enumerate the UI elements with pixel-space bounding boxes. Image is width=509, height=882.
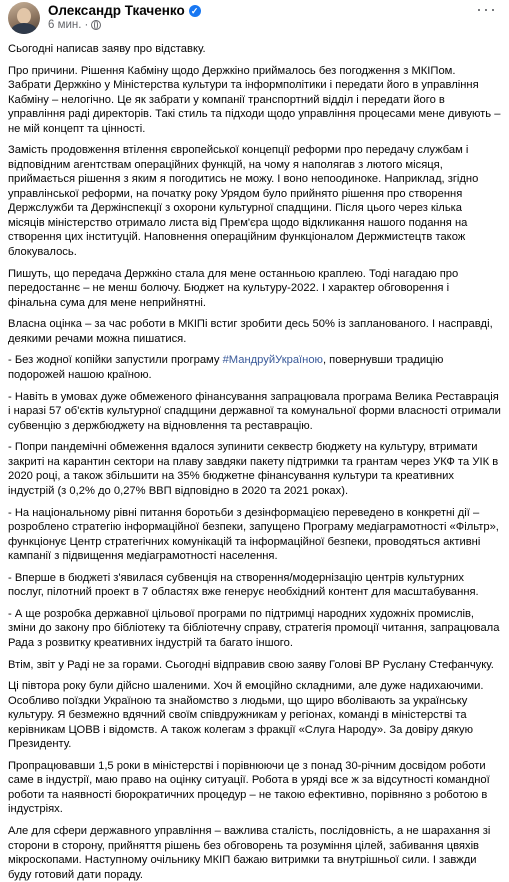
more-options-icon[interactable]: ··· xyxy=(476,0,497,19)
hashtag-link[interactable]: #МандруйУкраїною xyxy=(222,354,323,367)
post-paragraph: Пропрацювавши 1,5 роки в міністерстві і порівнюючи це з понад 30-річним досвідом роботи саме в індустрії, маю право на оцінку ситуації. Робота в уряді все ж за відсутності командної роботи та наявності бюрократичних процедур – не такою ефективно, порівняно з роботою в індустріях. xyxy=(8,759,490,816)
post-paragraph: Втім, звіт у Раді не за горами. Сьогодні відправив свою заяву Голові ВР Руслану Стефанчуку. xyxy=(8,658,494,671)
avatar-face xyxy=(17,8,31,24)
post-paragraph: - На національному рівні питання боротьби з дезінформацією переведено в конкретні дії – розроблено стратегію інформаційної безпеки, запущено Програму медіаграмотності «Фільтр», функціонує Центр стратегічних комунікацій та інформаційної безпеки, проводяться активні кампанії з підвищення медіаграмотності населення. xyxy=(8,506,499,562)
post-paragraph: Пишуть, що передача Держкіно стала для мене останньою краплею. Тоді нагадаю про передостаннє – не менш болючу. Бюджет на культуру-2022. І характер обговорення і фінальна сума для мене неприйнятні. xyxy=(8,267,459,309)
avatar-shoulders xyxy=(11,23,37,34)
post-meta xyxy=(48,3,201,31)
post-paragraph: Але для сфери державного управління – важлива сталість, послідовність, а не шарахання зі сторони в сторону, прийняття рішень без обговорень та розуміння цілей, забивання цвяхів мікроскопами. Наступному очільнику МКІП бажаю витримки та внутрішньої сили. І завжди буду готовий дати пораду. xyxy=(8,825,491,881)
post-paragraph xyxy=(8,353,501,382)
post-paragraph: Замість продовження втілення європейської концепції реформи про передачу службам і відповідним агентствам операційних функцій, на чому я наполягав з лютого місяця, приймається рішення з яким я погодитись не можу. І воно непоодиноке. Наприклад, згідно управлінської реформи, на початку року Урядом було прийнято рішення про створення Держслужби та Держінспекції з охорони культурної спадщини. Після цього через кілька місяців міністерство отримало листа від Прем'єра щодо відкликання нашого подання на створення цих інституцій. Наповнення операційним функціоналом Держмистецтв також блокувалось. xyxy=(8,144,479,258)
author-name[interactable]: Олександр Ткаченко xyxy=(48,3,185,18)
author-avatar[interactable] xyxy=(8,2,40,34)
post-body xyxy=(8,42,501,882)
globe-icon xyxy=(91,20,101,30)
post-time[interactable]: 6 мин. xyxy=(48,19,82,31)
post-paragraph: - Вперше в бюджеті з'явилася субвенція на створення/модернізацію центрів культурних послуг, пілотний проект в 7 областях вже генерує необхідний контент для масштабування. xyxy=(8,571,479,599)
post-paragraph: - Попри пандемічні обмеження вдалося зупинити секвестр бюджету на культуру, втримати закриті на карантин сектори на плаву завдяки пакету підтримки та грантам через УКФ та УІК в 2020 році, а також збільшити на 35% бюджетне фінансування культури та креативних індустрій (з 0,2% до 0,27% ВВП відповідно в 2020 та 2021 роках). xyxy=(8,441,499,497)
post-paragraph: Про причини. Рішення Кабміну щодо Держкіно приймалось без погодження з МКІПом. Забрати Держкіно у Міністерства культури та інформполітики і передати його в управління Кабміну – нелогічно. Це як забрати у компанії транспортний відділ і передати його в управління раді директорів. Такі стиль та підходи щодо управління процесами мене дивують – не мій концепт та цінності. xyxy=(8,64,501,135)
post-paragraph: Сьогодні написав заяву про відставку. xyxy=(8,43,206,55)
post-paragraph: Власна оцінка – за час роботи в МКІПі встиг зробити десь 50% із запланованого. І насправді, деякими речами можна пишатися. xyxy=(8,318,493,345)
post-paragraph: - А ще розробка державної цільової програми по підтримці народних художніх промислів, зміни до закону про бібліотеку та бібліотечну справу, стратегія промоції читання, запрацювала Рада з розвитку креативних індустрій та багато іншого. xyxy=(8,607,500,649)
post-paragraph: Ці півтора року були дійсно шаленими. Хоч й емоційно складними, але дуже надихаючими. Особливо поїздки Україною та знайомство з людьми, що щиро вболівають за українську культуру. Я безмежно вдячний своїм співдружникам у регіонах, команді в міністерстві та керівникам ЦОВВ і відомств. А також колегам з фракції «Слуга Народу». За довіру дякую Президенту. xyxy=(8,680,484,751)
author-row xyxy=(48,3,201,18)
separator-dot: · xyxy=(84,19,89,31)
post-paragraph: - Навіть в умовах дуже обмеженого фінансування запрацювала програма Велика Реставрація і наразі 57 об'єктів культурної спадщини державної та комунальної форми власності отримали субвенцію з держбюджету на відновлення та реставрацію. xyxy=(8,390,501,432)
paragraph-text: - Без жодної копійки запустили програму xyxy=(8,354,223,367)
post-header xyxy=(8,0,501,36)
paragraph-text: , повернувши традицію подорожей нашою країною. xyxy=(8,354,444,381)
verified-badge-icon: ✓ xyxy=(189,5,201,17)
post-subline xyxy=(48,19,201,31)
